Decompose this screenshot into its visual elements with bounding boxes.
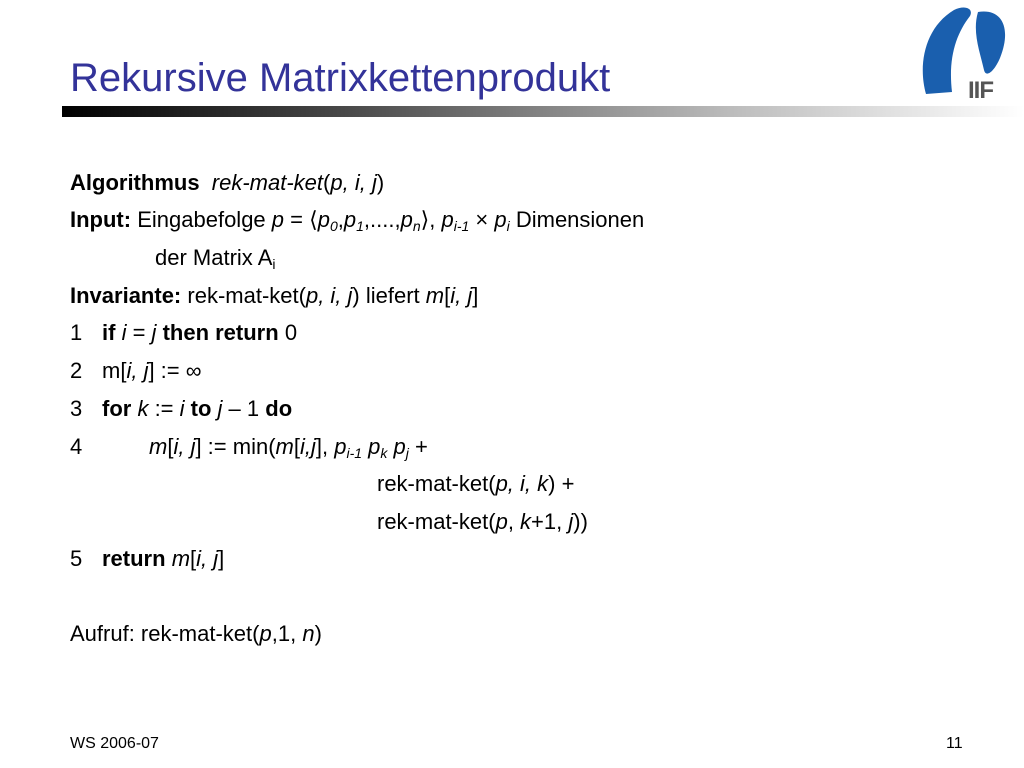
title-divider: [62, 106, 1024, 117]
keyword-do: do: [265, 396, 293, 421]
input-p1: p: [343, 207, 357, 232]
var-k: k: [137, 396, 149, 421]
invariant-m: m: [425, 283, 445, 308]
minus-one: – 1: [222, 396, 266, 421]
var-m: m[: [102, 358, 127, 383]
var-p: p: [495, 509, 508, 534]
call-line: [70, 621, 322, 647]
line-number: 4: [70, 434, 83, 459]
op-eq: =: [126, 320, 152, 345]
invariant-ij: i, j: [450, 283, 473, 308]
invariant-tail: ) liefert: [352, 283, 426, 308]
var-i: i: [121, 320, 127, 345]
invariant-call: rek-mat-ket(: [187, 283, 306, 308]
var-ij2: i,j: [299, 434, 316, 459]
var-p: p: [259, 621, 272, 646]
code-line-1: [70, 320, 297, 346]
comma: ,: [507, 509, 521, 534]
sub-im1: i-1: [346, 445, 363, 461]
var-j: j: [217, 396, 223, 421]
var-i: i: [179, 396, 185, 421]
page-number: 11: [946, 735, 963, 752]
keyword-return: return: [102, 546, 166, 571]
invariant-label: Invariante:: [70, 283, 182, 308]
slide-title: Rekursive Matrixkettenprodukt: [70, 56, 611, 100]
sub-k: k: [380, 445, 388, 461]
input-sub-im1: i-1: [453, 218, 470, 234]
var-ij: i, j: [196, 546, 219, 571]
logo-text: IIF: [968, 77, 993, 104]
input-sub1: 1: [356, 218, 364, 234]
input-p0: p: [317, 207, 330, 232]
var-m2: m: [275, 434, 294, 459]
keyword-then-return: then return: [162, 320, 279, 345]
input-text: Eingabefolge: [137, 207, 266, 232]
line-number: 2: [70, 358, 83, 383]
var-p1: p: [334, 434, 347, 459]
call-mid: ,1,: [271, 621, 303, 646]
op-plus: +: [408, 434, 428, 459]
var-j: j: [151, 320, 157, 345]
input-close: ⟩,: [420, 207, 442, 232]
input-p: p: [271, 207, 285, 232]
matrix-sub: i: [272, 256, 276, 272]
code-line-4c: [377, 509, 588, 535]
keyword-to: to: [190, 396, 212, 421]
code-line-4b: [377, 471, 574, 497]
input-pn: p: [400, 207, 413, 232]
input-pi: p: [494, 207, 507, 232]
call-tail: )): [573, 509, 588, 534]
code-line-4: 4 m[i, j] := min(m[i,j], $p_{i-1}$ $p_k$ $p_j$ +: [70, 434, 428, 461]
invariant-line: Invariante: rek-mat-ket(p, i, j) liefert m[i, j]: [70, 283, 479, 308]
var-p2: p: [368, 434, 381, 459]
var-ij: i, j: [126, 358, 149, 383]
input-sub-i: i: [506, 218, 510, 234]
code-line-3: [70, 396, 292, 422]
assign-infinity: ] := ∞: [148, 358, 202, 383]
code-line-2: [70, 358, 201, 384]
matrix-text: der Matrix A: [155, 245, 273, 270]
input-dimensionen: Dimensionen: [509, 207, 645, 232]
call-name: rek-mat-ket(: [377, 509, 496, 534]
code-line-5: 5 return m[i, j]: [70, 546, 225, 571]
call-tail: ) +: [548, 471, 575, 496]
input-dots: ,....,: [363, 207, 401, 232]
algorithm-args: p, i, j: [330, 170, 377, 195]
var-m: m: [149, 434, 168, 459]
var-n: n: [302, 621, 315, 646]
op-assign: :=: [148, 396, 180, 421]
footer-semester: WS 2006-07: [70, 735, 159, 752]
line-number: 3: [70, 396, 83, 421]
var-k: k: [520, 509, 532, 534]
var-ij: i, j: [173, 434, 196, 459]
algorithm-header: Algorithmus rek-mat-ket(p, i, j): [70, 170, 385, 195]
keyword-if: if: [102, 320, 116, 345]
sub-j: j: [405, 445, 409, 461]
input-subn: n: [412, 218, 421, 234]
algorithm-name: rek-mat-ket: [211, 170, 324, 195]
input-eq: = ⟨: [284, 207, 318, 232]
keyword-for: for: [102, 396, 132, 421]
call-prefix: Aufruf: rek-mat-ket(: [70, 621, 260, 646]
value-zero: 0: [284, 320, 298, 345]
var-j: j: [568, 509, 574, 534]
call-tail: ): [314, 621, 322, 646]
assign-min: ] := min(: [195, 434, 276, 459]
plus-one: +1,: [531, 509, 569, 534]
line-number: 1: [70, 320, 83, 345]
input-line: Input: Eingabefolge $p = ⟨p_0,p_1,....,p_n⟩$, $p_{i-1} \times p_i$ Dimensionen: [70, 207, 645, 234]
var-m: m: [171, 546, 191, 571]
input-sub0: 0: [329, 218, 338, 234]
input-matrix-line: [155, 245, 276, 271]
input-pim1: p: [441, 207, 454, 232]
close-bracket: ],: [315, 434, 335, 459]
input-label: Input:: [70, 207, 132, 232]
call-args: p, i, k: [495, 471, 549, 496]
input-times: ×: [469, 207, 495, 232]
call-name: rek-mat-ket(: [377, 471, 496, 496]
line-number: 5: [70, 546, 83, 571]
invariant-args: p, i, j: [305, 283, 353, 308]
var-p3: p: [393, 434, 406, 459]
algorithm-label: Algorithmus: [70, 170, 200, 195]
